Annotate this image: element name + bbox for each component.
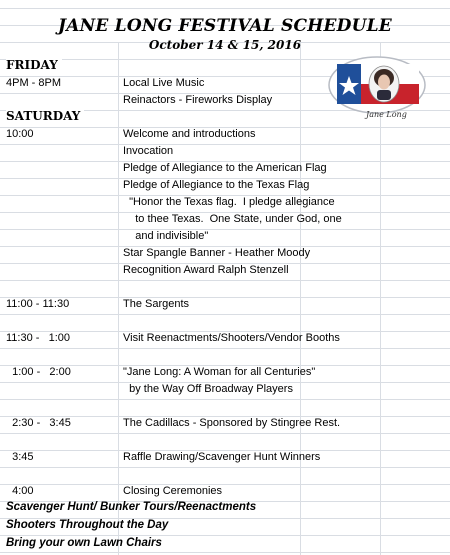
event-description: to thee Texas. One State, under God, one <box>123 213 342 225</box>
schedule-row <box>0 263 450 280</box>
schedule-row <box>0 331 450 348</box>
footer-note: Shooters Throughout the Day <box>6 519 169 531</box>
event-time: 2:30 - 3:45 <box>6 417 71 429</box>
schedule-row <box>0 246 450 263</box>
section-heading-saturday: SATURDAY <box>6 109 84 123</box>
event-time: 4PM - 8PM <box>6 77 62 89</box>
schedule-row <box>0 365 450 382</box>
schedule-row <box>0 484 450 501</box>
schedule-row <box>0 450 450 467</box>
event-description: "Jane Long: A Woman for all Centuries" <box>123 366 316 378</box>
schedule-row <box>0 144 450 161</box>
event-time: 3:45 <box>6 451 34 463</box>
event-description: Star Spangle Banner - Heather Moody <box>123 247 311 259</box>
schedule-row <box>0 297 450 314</box>
footer-note: Scavenger Hunt/ Bunker Tours/Reenactments <box>6 501 257 513</box>
page-subtitle-dates: October 14 & 15, 2016 <box>148 38 302 52</box>
event-time: 11:30 - 1:00 <box>6 332 71 344</box>
event-time: 4:00 <box>6 485 34 497</box>
event-description: by the Way Off Broadway Players <box>123 383 293 395</box>
event-description: Recognition Award Ralph Stenzell <box>123 264 289 276</box>
section-heading-friday: FRIDAY <box>6 58 62 72</box>
event-description: Pledge of Allegiance to the Texas Flag <box>123 179 310 191</box>
event-description: Invocation <box>123 145 174 157</box>
schedule-row <box>0 229 450 246</box>
event-description: Visit Reenactments/Shooters/Vendor Booths <box>123 332 340 344</box>
schedule-row <box>0 212 450 229</box>
event-description: Reinactors - Fireworks Display <box>123 94 273 106</box>
event-time: 11:00 - 11:30 <box>6 298 70 310</box>
event-description: "Honor the Texas flag. I pledge allegiance <box>123 196 335 208</box>
event-time: 10:00 <box>6 128 34 140</box>
event-description: and indivisible" <box>123 230 209 242</box>
schedule-row <box>0 195 450 212</box>
schedule-row <box>0 127 450 144</box>
event-description: Closing Ceremonies <box>123 485 223 497</box>
event-time: 1:00 - 2:00 <box>6 366 71 378</box>
event-description: The Cadillacs - Sponsored by Stingree Rest. <box>123 417 341 429</box>
event-description: Raffle Drawing/Scavenger Hunt Winners <box>123 451 321 463</box>
schedule-row <box>0 161 450 178</box>
event-description: Pledge of Allegiance to the American Flag <box>123 162 327 174</box>
schedule-row <box>0 93 450 110</box>
logo-signature: Jane Long <box>366 110 407 119</box>
event-description: Local Live Music <box>123 77 205 89</box>
footer-note: Bring your own Lawn Chairs <box>6 537 162 549</box>
schedule-row <box>0 382 450 399</box>
page-title: JANE LONG FESTIVAL SCHEDULE <box>58 16 392 36</box>
event-description: Welcome and introductions <box>123 128 256 140</box>
event-description: The Sargents <box>123 298 190 310</box>
schedule-row <box>0 416 450 433</box>
schedule-row <box>0 76 450 93</box>
schedule-row <box>0 178 450 195</box>
